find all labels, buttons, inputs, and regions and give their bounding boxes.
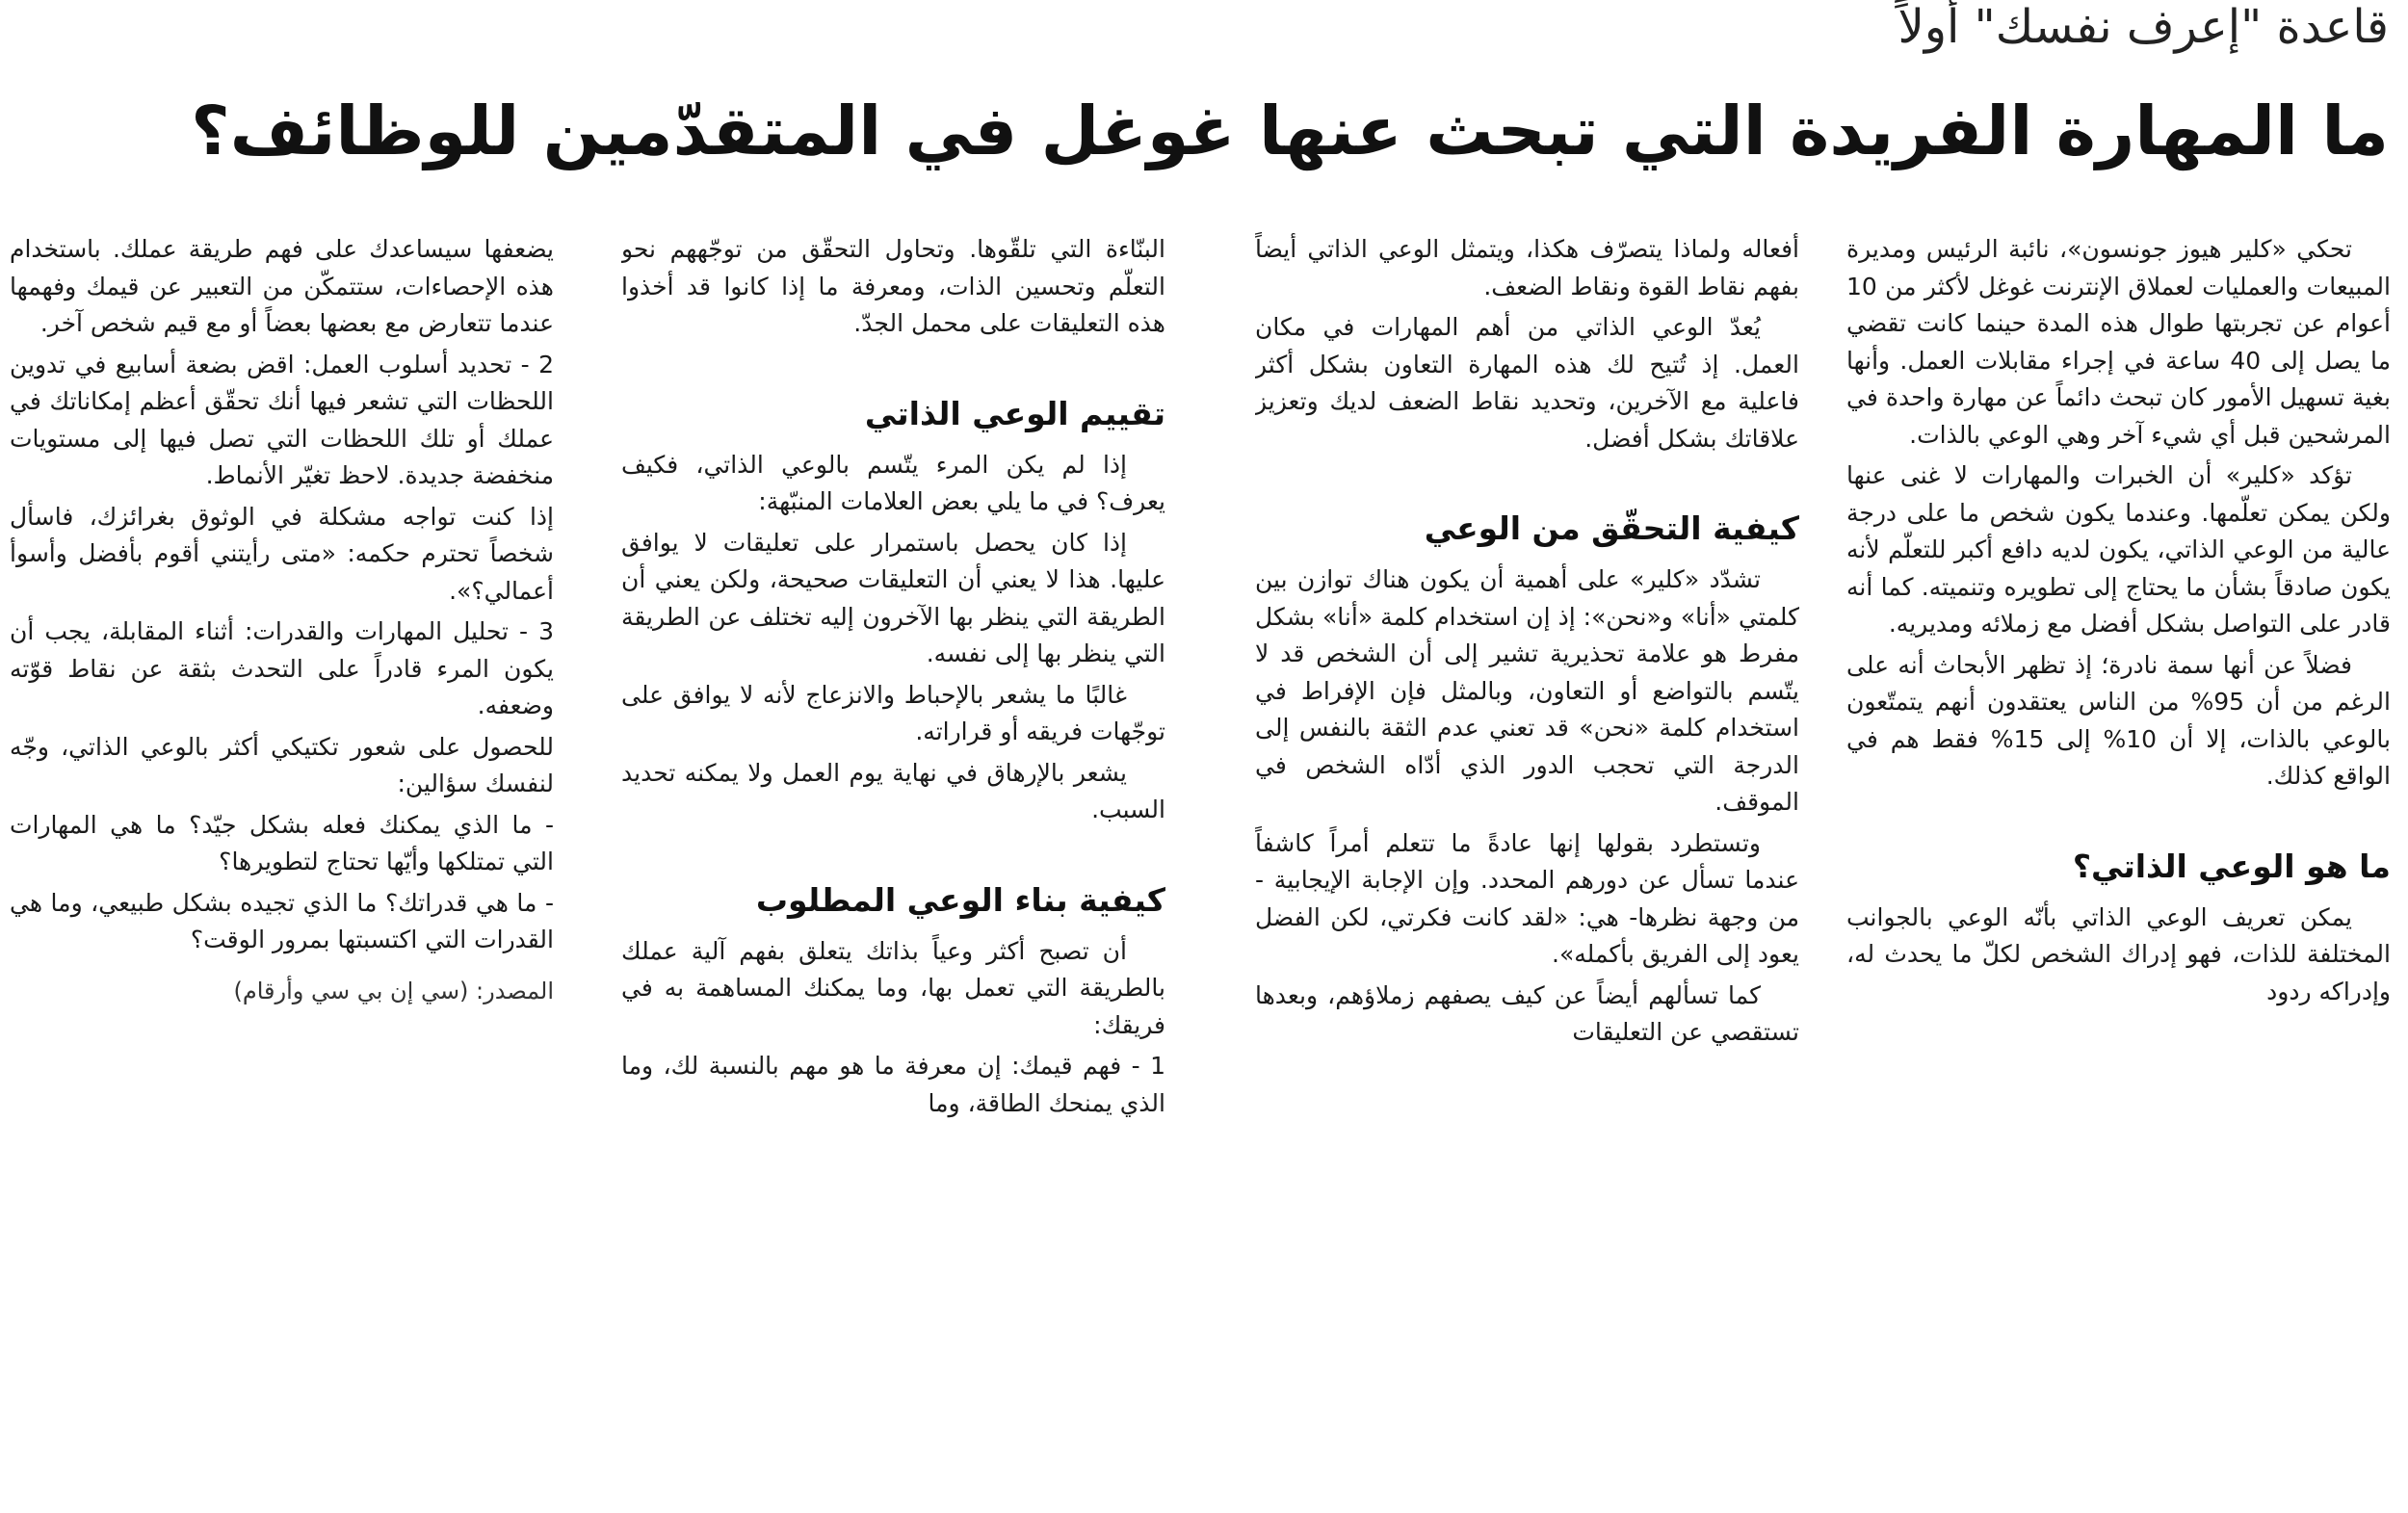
paragraph: تشدّد «كلير» على أهمية أن يكون هناك توازن بين كلمتي «أنا» و«نحن»: إذ إن استخدام كلمة «أنا» بشكل مفرط هو علامة تحذيرية تشير إلى أن الشخص قد لا يتّسم بالتواضع أو التعاون، وبالمثل فإن الإفراط في استخدام كلمة «نحن» قد تعني عدم الثقة بالنفس إلى الدرجة التي تحجب الدور الذي أدّاه الشخص في الموقف. [1255, 565, 1799, 816]
paragraph: 1 - فهم قيمك: إن معرفة ما هو مهم بالنسبة لك، وما الذي يمنحك الطاقة، وما [621, 1052, 1165, 1117]
article-headline: ما المهارة الفريدة التي تبحث عنها غوغل في المتقدّمين للوظائف؟ [191, 91, 2389, 170]
paragraph: أفعاله ولماذا يتصرّف هكذا، ويتمثل الوعي الذاتي أيضاً بفهم نقاط القوة ونقاط الضعف. [1255, 235, 1799, 300]
paragraph: كما تسألهم أيضاً عن كيف يصفهم زملاؤهم، وبعدها تستقصي عن التعليقات [1255, 980, 1799, 1046]
paragraph: إذا كان يحصل باستمرار على تعليقات لا يوافق عليها. هذا لا يعني أن التعليقات صحيحة، ولكن يعني أن الطريقة التي ينظر بها الآخرون إليه تختلف عن الطريقة التي ينظر بها إلى نفسه. [621, 528, 1165, 667]
paragraph: غالبًا ما يشعر بالإحباط والانزعاج لأنه لا يوافق على توجّهات فريقه أو قراراته. [621, 680, 1165, 745]
article-column-2 [1255, 231, 1799, 1502]
paragraph: أن تصبح أكثر وعياً بذاتك يتعلق بفهم آلية عملك بالطريقة التي تعمل بها، وما يمكنك المساهمة به في فريقك: [621, 936, 1165, 1039]
section-heading: تقييم الوعي الذاتي [864, 394, 1165, 432]
paragraph: إذا كنت تواجه مشكلة في الوثوق بغرائزك، فاسأل شخصاً تحترم حكمه: «متى رأيتني أقوم بأفضل وأسوأ أعمالي؟». [10, 502, 554, 605]
section-heading: كيفية التحقّق من الوعي [1424, 509, 1799, 547]
source-credit: المصدر: (سي إن بي سي وأرقام) [233, 977, 554, 1004]
paragraph: - ما هي قدراتك؟ ما الذي تجيده بشكل طبيعي، وما هي القدرات التي اكتسبتها بمرور الوقت؟ [10, 888, 554, 953]
article-column-3 [621, 231, 1165, 1502]
paragraph: يشعر بالإرهاق في نهاية يوم العمل ولا يمكنه تحديد السبب. [621, 758, 1165, 823]
paragraph: للحصول على شعور تكتيكي أكثر بالوعي الذاتي، وجّه لنفسك سؤالين: [10, 732, 554, 797]
paragraph: إذا لم يكن المرء يتّسم بالوعي الذاتي، فكيف يعرف؟ في ما يلي بعض العلامات المنبّهة: [621, 450, 1165, 515]
section-heading: ما هو الوعي الذاتي؟ [2072, 847, 2391, 885]
article-column-1 [1846, 231, 2391, 1502]
paragraph: تحكي «كلير هيوز جونسون»، نائبة الرئيس ومديرة المبيعات والعمليات لعملاق الإنترنت غوغل لأكثر من 10 أعوام عن تجربتها طوال هذه المدة حينما كانت تقضي ما يصل إلى 40 ساعة في إجراء مقابلات العمل. وأنها بغية تسهيل الأمور كان تبحث دائماً عن مهارة واحدة في المرشحين قبل أي شيء آخر وهي الوعي بالذات. [1846, 235, 2391, 449]
paragraph: يُعدّ الوعي الذاتي من أهم المهارات في مكان العمل. إذ تُتيح لك هذه المهارة التعاون بشكل أكثر فاعلية مع الآخرين، وتحديد نقاط الضعف لديك وتعزيز علاقاتك بشكل أفضل. [1255, 313, 1799, 453]
paragraph: فضلاً عن أنها سمة نادرة؛ إذ تظهر الأبحاث أنه على الرغم من أن 95% من الناس يعتقدون أنهم يتمتّعون بالوعي بالذات، إلا أن 10% إلى 15% فقط هم في الواقع كذلك. [1846, 650, 2391, 790]
paragraph: 3 - تحليل المهارات والقدرات: أثناء المقابلة، يجب أن يكون المرء قادراً على التحدث بثقة عن نقاط قوّته وضعفه. [10, 617, 554, 719]
paragraph: 2 - تحديد أسلوب العمل: اقض بضعة أسابيع في تدوين اللحظات التي تشعر فيها أنك تحقّق أعظم إمكاناتك في عملك أو تلك اللحظات التي تصل فيها إلى مستويات منخفضة جديدة. لاحظ تغيّر الأنماط. [10, 350, 554, 489]
article-column-4 [10, 231, 554, 1502]
paragraph: يضعفها سيساعدك على فهم طريقة عملك. باستخدام هذه الإحصاءات، ستتمكّن من التعبير عن قيمك وفهمها عندما تتعارض مع بعضها بعضاً أو مع قيم شخص آخر. [10, 235, 554, 337]
paragraph: يمكن تعريف الوعي الذاتي بأنّه الوعي بالجوانب المختلفة للذات، فهو إدراك الشخص لكلّ ما يحدث له، وإدراكه ردود [1846, 902, 2391, 1005]
paragraph: تؤكد «كلير» أن الخبرات والمهارات لا غنى عنها ولكن يمكن تعلّمها. وعندما يكون شخص ما على درجة عالية من الوعي الذاتي، يكون لديه دافع أكبر للتعلّم لأنه يكون صادقاً بشأن ما يحتاج إلى تطويره وتنميته. كما أنه قادر على التواصل بشكل أفضل مع زملائه ومديريه. [1846, 461, 2391, 638]
paragraph: وتستطرد بقولها إنها عادةً ما تتعلم أمراً كاشفاً عندما تسأل عن دورهم المحدد. وإن الإجابة الإيجابية - من وجهة نظرها- هي: «لقد كانت فكرتي، لكن الفضل يعود إلى الفريق بأكمله». [1255, 828, 1799, 968]
section-heading: كيفية بناء الوعي المطلوب [755, 880, 1165, 919]
paragraph: - ما الذي يمكنك فعله بشكل جيّد؟ ما هي المهارات التي تمتلكها وأيّها تحتاج لتطويرها؟ [10, 810, 554, 875]
paragraph: البنّاءة التي تلقّوها. وتحاول التحقّق من توجّههم نحو التعلّم وتحسين الذات، ومعرفة ما إذا كانوا قد أخذوا هذه التعليقات على محمل الجدّ. [621, 235, 1165, 337]
article-kicker: قاعدة "إعرف نفسك" أولاً [1898, 0, 2389, 54]
